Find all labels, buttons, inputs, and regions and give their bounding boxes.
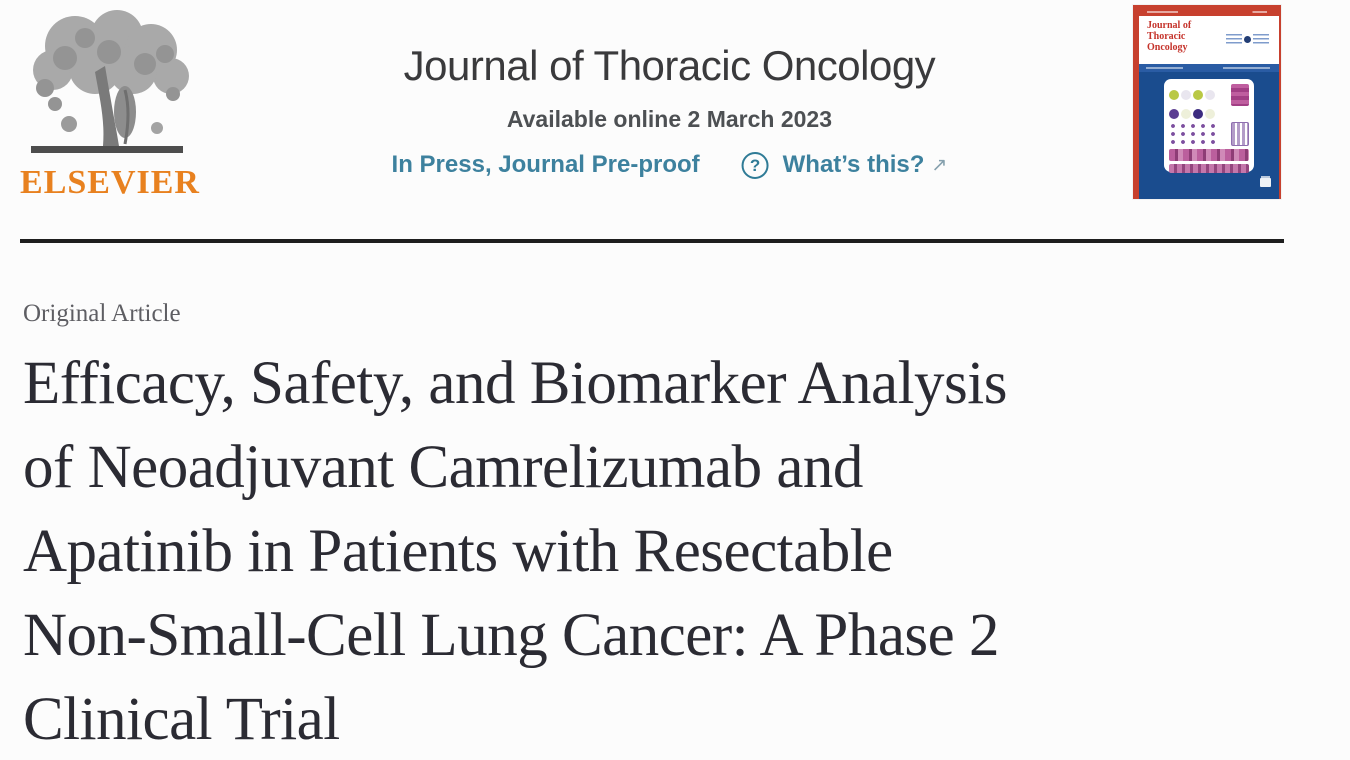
article-title-line: Non-Small-Cell Lung Cancer: A Phase 2 bbox=[23, 602, 999, 669]
cover-body bbox=[1139, 72, 1279, 199]
publisher-wordmark: ELSEVIER bbox=[20, 164, 200, 201]
whats-this-link[interactable] bbox=[742, 151, 948, 179]
article-title-line: Clinical Trial bbox=[23, 686, 340, 753]
status-row bbox=[392, 151, 948, 179]
journal-title: Journal of Thoracic Oncology bbox=[403, 42, 936, 89]
in-press-status: In Press, Journal Pre-proof bbox=[391, 151, 700, 178]
cover-figure-collage bbox=[1164, 79, 1254, 172]
cover-header bbox=[1139, 16, 1279, 64]
article-title-line: Efficacy, Safety, and Biomarker Analysis bbox=[23, 350, 1007, 417]
cover-publisher-mark-icon bbox=[1260, 178, 1271, 187]
external-link-icon: ↗ bbox=[931, 154, 948, 176]
cover-info-band bbox=[1139, 64, 1279, 72]
question-circle-icon: ? bbox=[742, 152, 769, 179]
available-online-date: Available online 2 March 2023 bbox=[506, 106, 833, 132]
cover-top-band bbox=[1139, 8, 1279, 16]
cover-journal-title: Journal of Thoracic Oncology bbox=[1147, 20, 1192, 53]
article-title-line: Apatinib in Patients with Resectable bbox=[23, 518, 893, 585]
journal-cover-thumbnail[interactable] bbox=[1133, 5, 1281, 199]
society-emblem-icon bbox=[1226, 34, 1269, 45]
whats-this-label: What’s this? bbox=[782, 151, 925, 178]
article-header bbox=[23, 300, 1007, 760]
elsevier-tree-icon bbox=[25, 8, 195, 160]
elsevier-logo bbox=[20, 8, 200, 202]
article-title-line: of Neoadjuvant Camrelizumab and bbox=[23, 434, 863, 501]
journal-info bbox=[392, 42, 948, 179]
masthead bbox=[0, 0, 1350, 240]
article-title bbox=[23, 342, 1007, 760]
article-category: Original Article bbox=[23, 300, 181, 327]
masthead-divider bbox=[20, 239, 1284, 243]
